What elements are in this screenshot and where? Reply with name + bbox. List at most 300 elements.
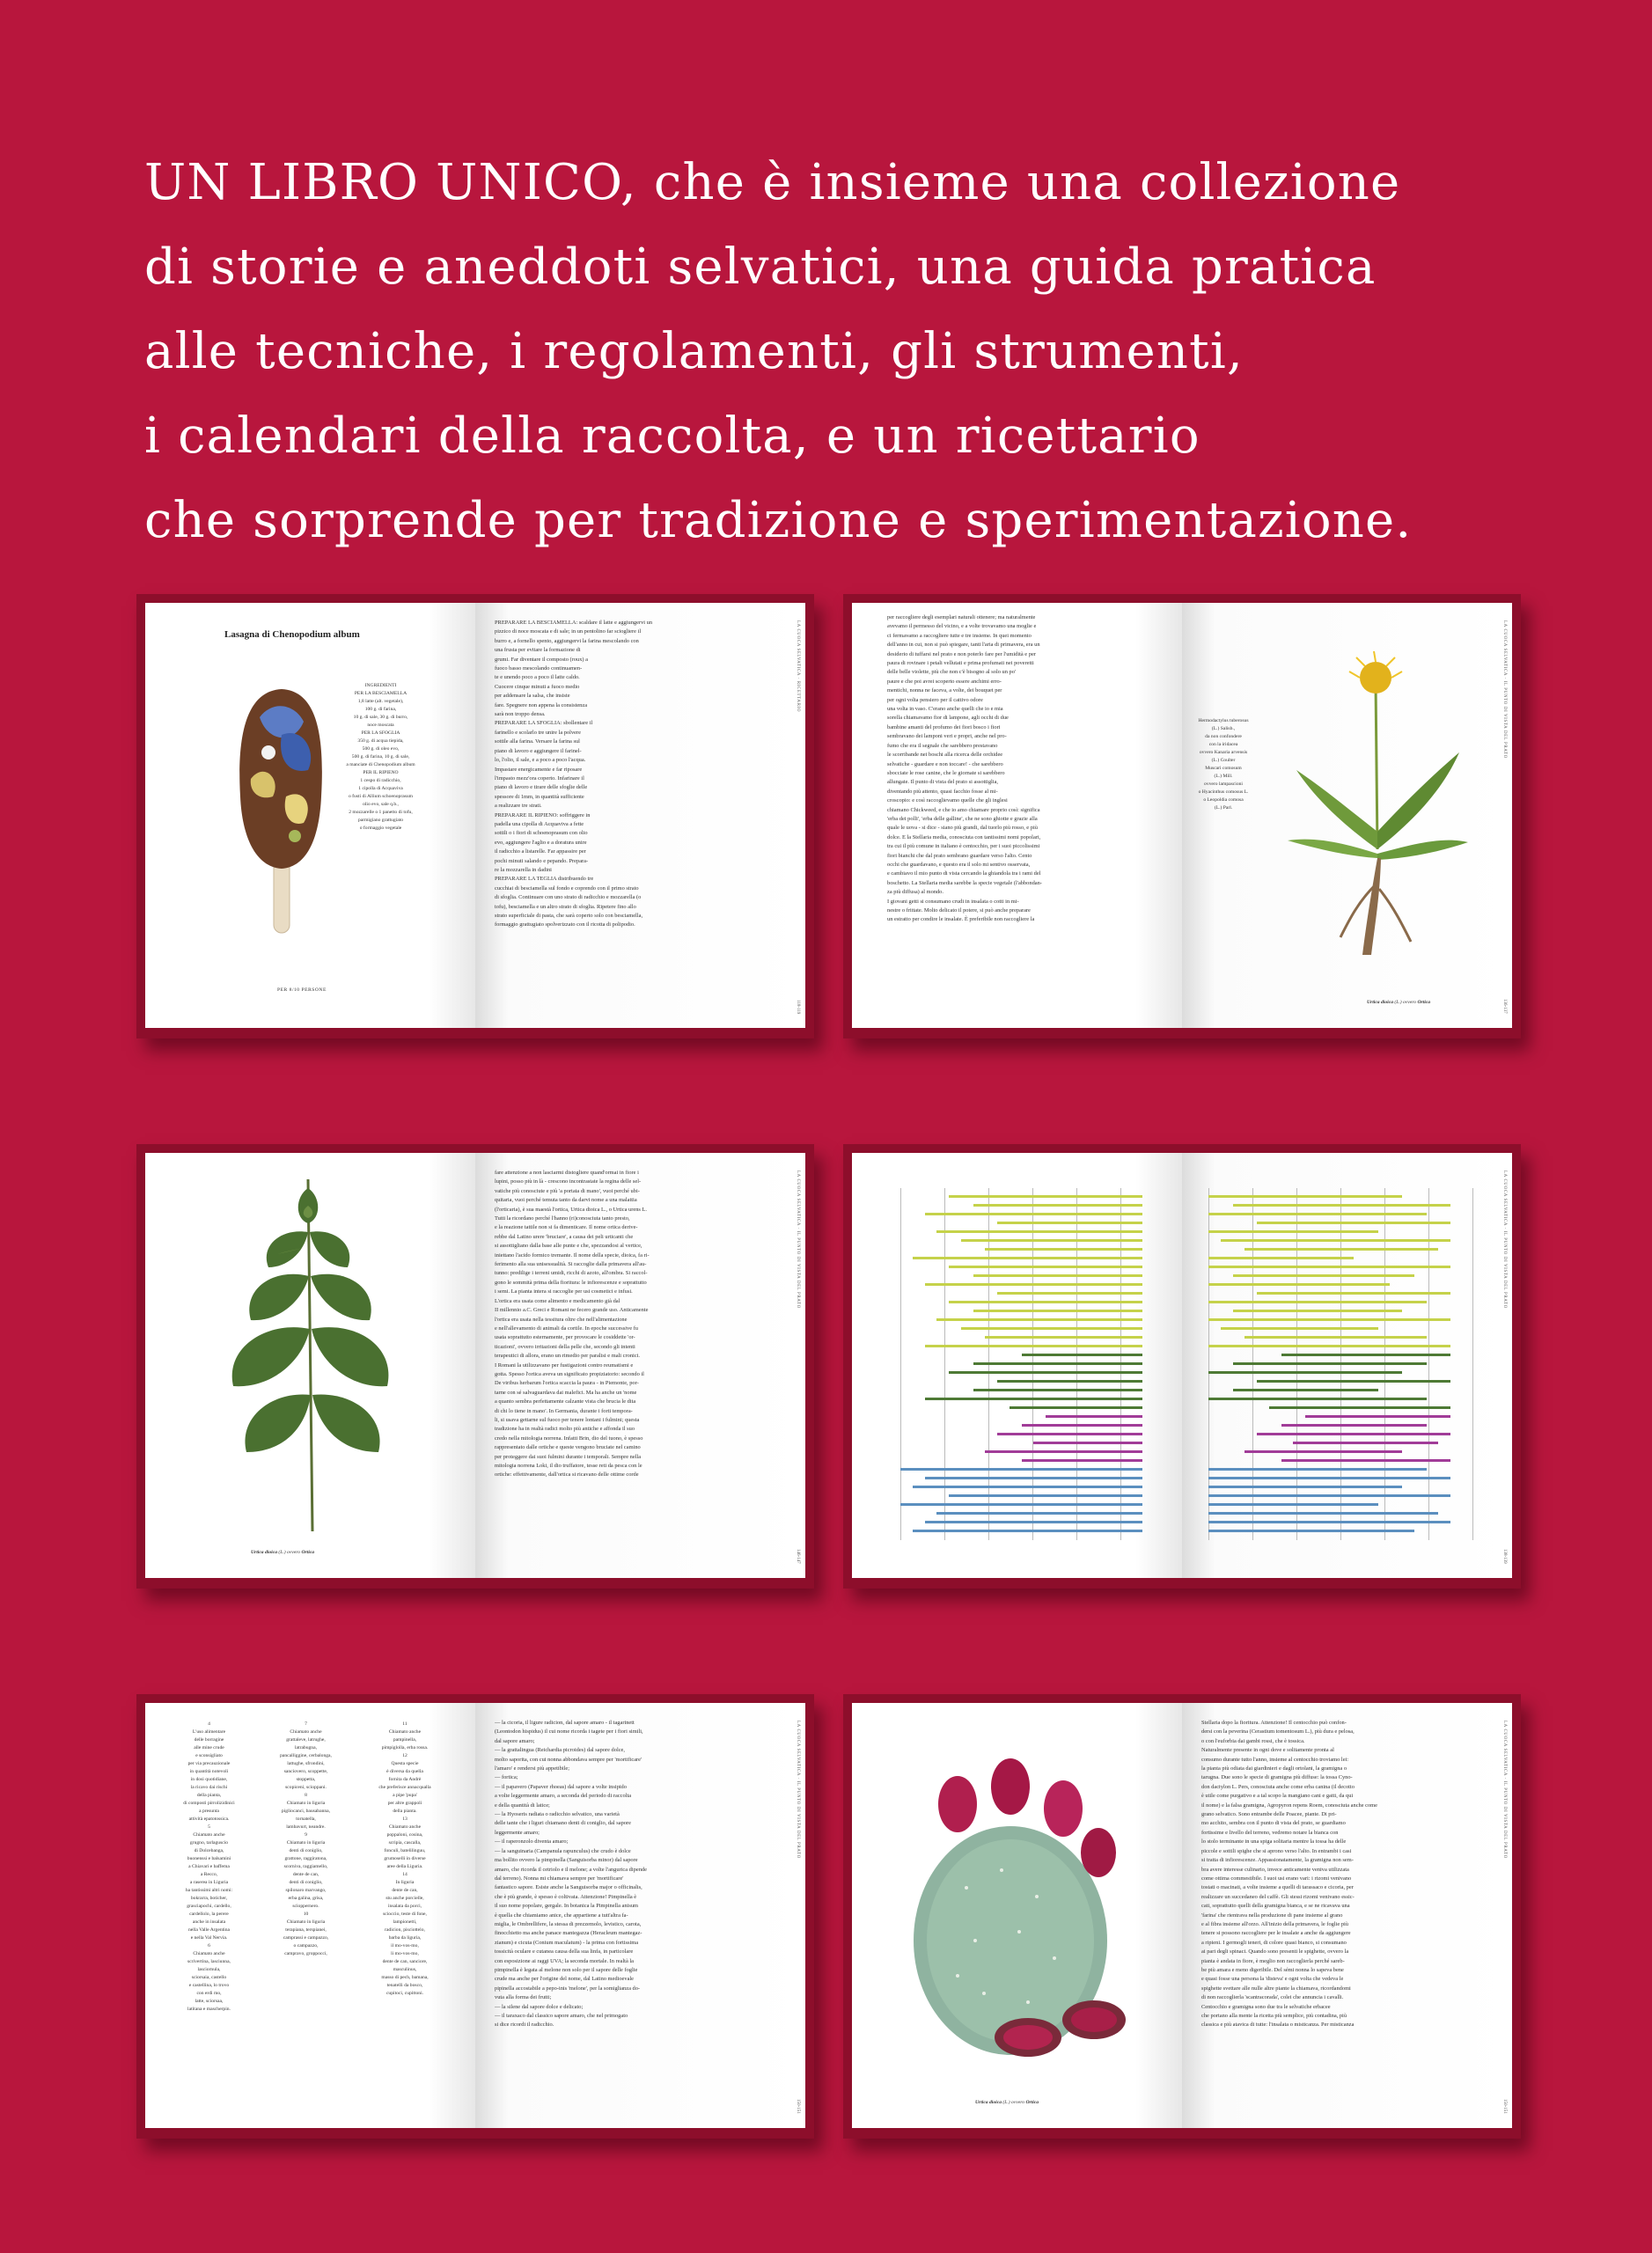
- text-line: l'ortica era usata nella tessitura oltre che nell'alimentazione: [495, 1316, 628, 1323]
- note-line: campravo, groppocci,: [284, 1951, 327, 1956]
- book-spread-prickly-pear: [843, 1694, 1521, 2139]
- text-line: con esposizione ai raggi UVA; la seconda mortale. In realtà la: [495, 1957, 634, 1964]
- note-line: scorniva, raggiamello,: [283, 1864, 328, 1869]
- ingredient-line: 350 g. di acqua tiepida,: [357, 738, 404, 744]
- calendar-bar: [1208, 1230, 1378, 1233]
- calendar-bar: [1010, 1406, 1142, 1409]
- text-line: realizzare un succedaneo del caffè. Gli stessi rizomi venivano essic-: [1201, 1893, 1355, 1900]
- calendar-bar: [973, 1310, 1143, 1312]
- note-line: o campazzo,: [293, 1943, 319, 1948]
- calendar-bar: [1046, 1415, 1142, 1418]
- note-line: masculinus,: [393, 1967, 417, 1972]
- text-line: 'farina' che rientrava nella produzione di pane insieme al grano: [1201, 1912, 1343, 1919]
- text-line: — la Hyoseris radiata o radicchio selvatico, una varietà: [495, 1811, 620, 1818]
- text-line: tarne con sé salvaguardava dai malefici. Ma ha anche un 'nome: [495, 1389, 637, 1396]
- note-line: tornatella,: [296, 1816, 316, 1822]
- text-line: rappresentato dalle ortiche e queste vengono bruciate nel camino: [495, 1444, 641, 1451]
- note-line: sciorsaia, castello: [191, 1975, 227, 1980]
- text-line: tarugna. Due sono le specie di gramigna più diffuse: la tossa Cyno-: [1201, 1774, 1353, 1781]
- text-line: si tratta di infiorescenze. Appassionatamente, la gramigna non sem-: [1201, 1857, 1354, 1864]
- text-line: zianum) e cicuta (Conium maculatum) - la prima con fortissima: [495, 1939, 639, 1946]
- text-line: dal terreno). Nonna mi chiamava sempre per 'mortificare': [495, 1875, 624, 1882]
- text-line: i semi. La pianta intera si raccoglie per usi cosmetici e infusi.: [495, 1288, 633, 1295]
- side-note-line: Hermodactylus tuberosus: [1198, 718, 1249, 723]
- text-line: tenere si possono raccogliere per le insalate a anche da aggiungere: [1201, 1930, 1351, 1937]
- running-head: LA CUOCA SELVATICA · IL PUNTO DI VISTA DEL PRATO: [1502, 1171, 1507, 1309]
- calendar-bar: [1221, 1239, 1450, 1242]
- note-line: dente de can, sanciore,: [382, 1959, 428, 1964]
- note-line: cupitoci, cupittoni.: [385, 1991, 424, 1996]
- note-line: fornita da Andrè: [388, 1777, 422, 1782]
- page-number: 150-151: [796, 2099, 800, 2114]
- text-line: re la mozzarella in dadini: [495, 866, 552, 873]
- right-page: [475, 603, 805, 1028]
- text-line: mentichi, nonna ne faceva, a volte, dei bouquet per: [887, 687, 1002, 694]
- text-line: dell'anno in cui, non si può spiegare, tanti l'aria di primavera, era un: [887, 642, 1040, 649]
- body-text: [495, 1169, 776, 1556]
- calendar-bar: [949, 1494, 1142, 1497]
- text-line: tofu), besciamella e un altro strato di sfoglia. Ripetere fino allo: [495, 903, 636, 910]
- text-line: ai pari degli spinaci. Quando sono presenti le spighette, ovvero la: [1201, 1948, 1349, 1956]
- text-line: tossicità oculare e cutanea causa della sua linfa, in particolare: [495, 1948, 634, 1956]
- calendar-bar: [925, 1398, 1143, 1400]
- side-note-line: con la iridacea: [1208, 742, 1238, 747]
- headline-line: UN LIBRO UNICO, che è insieme una collezione: [144, 154, 1401, 211]
- text-line: tra cui il più comune in italiano è centocchio, per i suoi piccolissimi: [887, 843, 1040, 850]
- text-line: pochi minuti salando e pepando. Prepara-: [495, 857, 589, 864]
- text-line: (l'orticaria), è sua maestà l'ortica, Urtica dioica L., o Urtica urens L.: [495, 1206, 647, 1213]
- text-line: fare. Spegnere non appena la consistenza: [495, 701, 588, 708]
- text-line: usata soprattutto esternamente, per provocare le cosiddette 'or-: [495, 1334, 635, 1341]
- text-line: I giovani getti si consumano crudi in insalata o cotti in mi-: [887, 898, 1019, 905]
- note-line: per via precauzionale: [187, 1761, 231, 1766]
- note-line: a presunta: [199, 1809, 219, 1814]
- calendar-bar: [1208, 1266, 1450, 1268]
- text-line: Centocchio e gramigna sono due tra le selvatiche erbacee: [1201, 2003, 1331, 2010]
- note-line: 13: [402, 1816, 407, 1822]
- text-line: quale le uova - si dice - siano più grandi, dal tuorlo più rosso, e più: [887, 825, 1038, 832]
- calendar-bar: [1208, 1257, 1354, 1259]
- note-line: camprassi e campazzo,: [283, 1935, 329, 1941]
- calendar-bar: [925, 1283, 1143, 1286]
- right-page: [475, 1153, 805, 1578]
- note-line: a pipe 'pupa': [393, 1793, 417, 1798]
- calendar-bar: [1257, 1380, 1450, 1383]
- text-line: — la sanguinaria (Campanula rapunculus) che crudo è dolce: [495, 1847, 631, 1854]
- side-note-line: (L.) Coulter: [1211, 758, 1236, 763]
- text-line: dolce. E la Stellaria media, conosciuta con tantissimi nomi popolari,: [887, 833, 1041, 840]
- note-line: 14: [402, 1872, 407, 1877]
- calendar-bar: [1033, 1442, 1142, 1444]
- text-line: ticazioni', ovvero irritazioni della pelle che, secondo gli intenti: [495, 1343, 635, 1350]
- calendar-bar: [1245, 1336, 1426, 1339]
- text-line: dersi con la peverina (Cerastium tomentosum L.), più dura e pelosa,: [1201, 1728, 1355, 1736]
- ingredient-line: 1 cipolla di Acquaviva: [358, 786, 403, 791]
- text-line: — la cicoria, il ligure radicion, dal sapore amaro - il tagarinett: [495, 1720, 635, 1726]
- right-page: [475, 1703, 805, 2128]
- note-line: e castellina, lo trovo: [188, 1983, 230, 1988]
- text-line: pianta è andata in fiore, è meglio non raccoglierla perché sareb-: [1201, 1957, 1345, 1964]
- calendar-bar: [1281, 1459, 1451, 1462]
- calendar-bar: [1233, 1362, 1427, 1365]
- calendar-bar: [1208, 1521, 1450, 1523]
- side-note-line: o Leopoldia comosa: [1203, 797, 1244, 803]
- notes-column-2: [264, 1721, 348, 1958]
- text-line: 'erba dei polli', 'erba delle galline', che ne sono ghiotte e grazie alla: [887, 815, 1038, 822]
- text-line: una volta in vaso. C'erano anche quelli che io e mia: [887, 706, 1003, 713]
- text-line: tradizione ha in realtà radici molto più antiche e affonda il suo: [495, 1426, 635, 1433]
- text-line: fiori bianchi che dal prato sembrano guardare verso l'alto. Cento: [887, 852, 1032, 859]
- note-line: con erdi mo,: [196, 1991, 222, 1996]
- calendar-bar: [997, 1222, 1142, 1224]
- headline-line: che sorprende per tradizione e sperimentazione.: [144, 492, 1413, 549]
- calendar-bar: [925, 1477, 1143, 1479]
- note-line: Chiamato anche: [193, 1832, 225, 1838]
- note-line: ha tantissimi altri nomi:: [185, 1888, 233, 1893]
- calendar-left-page: [852, 1153, 1182, 1578]
- text-line: e la reazione tattile non si fa dimenticare. Il nome ortica derive-: [495, 1224, 638, 1231]
- text-line: il nome) e la falsa gramigna, Agropyron repens Roem, conosciuta anche come: [1201, 1802, 1377, 1809]
- note-line: lattughe, sfrondini,: [287, 1761, 325, 1766]
- headline-line: alle tecniche, i regolamenti, gli strumenti,: [144, 323, 1244, 380]
- text-line: sottili o i fiori di schoenoprasum con olio: [495, 830, 588, 837]
- body-text: [887, 613, 1160, 1018]
- calendar-bar: [1022, 1354, 1143, 1356]
- text-line: croscopio: e così raccoglievamo quelle che gli inglesi: [887, 797, 1008, 804]
- note-line: Chiamato anche: [290, 1729, 322, 1735]
- text-line: ma bollito ovvero la pimpinella (Sanguisorba minor) dal sapore: [495, 1857, 638, 1864]
- note-line: latitana e mascherpin.: [187, 2007, 231, 2012]
- text-line: De viribus herbarum l'ortica scaccia la paura - in Piemonte, por-: [495, 1380, 639, 1387]
- note-line: in dosi quotidiane,: [190, 1777, 228, 1782]
- text-line: PREPARARE LA BESCIAMELLA: scaldare il latte e aggiungervi un: [495, 620, 653, 626]
- text-line: e cambiavo il mio punto di vista cercando la ghiandola tra i rami del: [887, 870, 1041, 877]
- text-line: II millennio a.C. Greci e Romani ne fecero grande uso. Anticamente: [495, 1307, 649, 1314]
- ingredient-line: noce moscata: [367, 723, 394, 728]
- text-line: — il papavero (Papaver rhoeas) dal sapore a volte insipido: [495, 1783, 627, 1790]
- side-note-line: da non confondere: [1205, 734, 1242, 739]
- note-line: li mo-vos-mo,: [391, 1951, 419, 1956]
- text-line: iniettano l'acido formico tremante. Il nome della specie, dioica, fa ri-: [495, 1251, 650, 1259]
- recipe-title: Lasagna di Chenopodium album: [224, 629, 360, 640]
- side-note-line: o Hyacinthus comosus L.: [1198, 789, 1249, 795]
- ingredients-column: [334, 682, 427, 833]
- text-line: farinello e scolarlo tre unire la polvere: [495, 729, 581, 736]
- calendar-bar: [1208, 1494, 1450, 1497]
- book-spread-notes: [136, 1694, 814, 2139]
- note-line: lampionetti,: [393, 1919, 417, 1925]
- calendar-bar: [1257, 1433, 1450, 1435]
- calendar-bar: [949, 1301, 1142, 1303]
- ingredient-line: PER LA SFOGLIA: [361, 730, 400, 736]
- running-head: LA CUOCA SELVATICA · RICETTARIO: [796, 620, 800, 713]
- text-line: paure e che poi avrei scoperto essere anchimi erro-: [887, 678, 1002, 685]
- side-notes: [1184, 717, 1263, 812]
- text-line: di non raccoglierla 'scantracorada', colei che annuncia i cavalli.: [1201, 1994, 1344, 2001]
- note-line: il mo-vos-mo,: [391, 1943, 419, 1948]
- text-line: cati, soprattutto quelli della gramigna bianca, e se ne ricavava una: [1201, 1903, 1350, 1910]
- text-line: e nell'allevamento di animali da cortile. In epoche successive fu: [495, 1325, 638, 1332]
- calendar-bar: [1245, 1248, 1438, 1251]
- ingredient-line: 500 g. di farina, 10 g. di sale,: [351, 754, 410, 760]
- note-line: scrivertina, lasciunna,: [187, 1959, 231, 1964]
- note-line: a raserea in Liguria: [189, 1880, 229, 1885]
- body-text: [1201, 1719, 1483, 2106]
- calendar-bar: [985, 1450, 1142, 1453]
- nettle-illustration: [198, 1171, 418, 1540]
- headline: [144, 141, 1570, 563]
- illustration-caption: [1367, 1000, 1430, 1005]
- headline-line: i calendari della raccolta, e un ricettario: [144, 407, 1200, 465]
- text-line: è quella che chiamiamo anice, che appartiene a tutt'altra fa-: [495, 1912, 628, 1919]
- text-line: occhi che guardavano, e questo era il solo mi sentivo osservata,: [887, 861, 1031, 868]
- note-line: dente de can,: [292, 1872, 319, 1877]
- calendar-bar: [985, 1336, 1142, 1339]
- caption-common-name: Ortica: [301, 1550, 315, 1555]
- text-line: mitologia norrena Loki, il dio truffatore, tesse reti da pesca con le: [495, 1463, 642, 1469]
- note-line: L'uso alimentare: [192, 1729, 226, 1735]
- note-line: spilonaro marvango,: [285, 1888, 327, 1893]
- calendar-bar: [936, 1230, 1142, 1233]
- running-head: LA CUOCA SELVATICA · IL PUNTO DI VISTA DEL PRATO: [1502, 620, 1507, 759]
- text-line: Tutti la ricordano perché l'hanno (ri)conosciuta tanto presto,: [495, 1215, 630, 1222]
- note-line: scioccio, teste di fone,: [383, 1912, 427, 1917]
- text-line: grano selvatico. Sono entrambe delle Poacee, piante. Di pri-: [1201, 1811, 1337, 1818]
- text-line: sarà non troppo densa.: [495, 711, 546, 718]
- ingredient-line: 100 g. di farina,: [364, 707, 397, 712]
- text-line: cucchiai di besciamella sul fondo e coprendo con il primo strato: [495, 884, 639, 892]
- caption-common-name: Ortica: [1417, 1000, 1431, 1005]
- text-line: selvatiche - guardare e non toccare! - che sarebbero: [887, 760, 1003, 767]
- calendar-bar: [1208, 1318, 1450, 1321]
- calendar-bar: [1269, 1406, 1450, 1409]
- text-line: padella una cipolla di Acquaviva a fette: [495, 820, 584, 827]
- calendar-bar: [1208, 1301, 1427, 1303]
- note-line: grugno, tarlaguscio: [189, 1840, 229, 1846]
- text-line: a realizzare tre strati.: [495, 803, 542, 810]
- note-line: pancalliggine, cerbalonga,: [280, 1753, 332, 1758]
- note-line: la ricavo dai rischi: [190, 1785, 228, 1790]
- calendar-bar: [961, 1239, 1142, 1242]
- calendar-bar: [1208, 1398, 1427, 1400]
- calendar-bar: [1208, 1468, 1427, 1471]
- calendar-bar: [1221, 1327, 1378, 1330]
- right-page: [1182, 1703, 1512, 2128]
- note-line: barba da liguria,: [388, 1935, 422, 1941]
- text-line: fuoco basso mescolando continuamen-: [495, 665, 583, 672]
- note-line: e sconsigliato: [195, 1753, 223, 1758]
- note-line: nella Valle Argentina: [187, 1927, 231, 1933]
- side-note-line: Muscari comosum: [1205, 766, 1242, 771]
- calendar-bar: [1208, 1213, 1427, 1215]
- text-line: piccole e sottili spighe che si aprono verso l'alto. In entrambi i casi: [1201, 1847, 1352, 1854]
- calendar-bar: [936, 1318, 1142, 1321]
- note-line: della pianta,: [196, 1793, 222, 1798]
- text-line: un estratto per condire le insalate. È preferibile non raccogliere la: [887, 916, 1035, 923]
- text-line: è utile come purgativo e a tal scopo la mangiano cani e gatti, da qui: [1201, 1793, 1354, 1800]
- ingredient-line: a manciate di Chenopodium album: [346, 762, 415, 767]
- text-line: per ogni volta pensiero per il cattivo odore: [887, 696, 983, 703]
- note-line: 7: [305, 1721, 307, 1727]
- note-line: è diversa da quella: [386, 1769, 423, 1774]
- calendar-right-page: [1182, 1153, 1512, 1578]
- calendar-bar: [1022, 1459, 1143, 1462]
- text-line: di sfoglia. Continuare con uno strato di radicchio e mozzarella (o: [495, 894, 642, 901]
- text-line: za più diffusa) al mondo.: [887, 889, 943, 896]
- note-line: latte, sciorsaa,: [195, 1999, 224, 2004]
- caption-text: (L.) ovvero: [1002, 2100, 1026, 2105]
- note-line: che preferisce annacqualla: [378, 1785, 431, 1790]
- text-line: paura di rovinare i petali vellutati e prima profumati nei poveretti: [887, 660, 1034, 667]
- note-line: e nella Val Nervia.: [190, 1935, 228, 1941]
- calendar-bar: [1208, 1371, 1402, 1374]
- ingredient-line: 500 g. di oleo evo,: [362, 746, 400, 752]
- text-line: diventando più attento, quasi facchio fosse al mi-: [887, 788, 998, 795]
- text-line: lo stolo terminante in una spiga solitaria mentre la tossa ha delle: [1201, 1838, 1347, 1846]
- calendar-bar: [900, 1468, 1142, 1471]
- text-line: don dactylon L. Pers, conosciuta anche come erba canina (il decotto: [1201, 1783, 1355, 1790]
- note-line: alle mine crude: [194, 1745, 224, 1750]
- caption-common-name: Ortica: [1025, 2100, 1039, 2105]
- calendar-gridline: [1472, 1188, 1473, 1540]
- ingredient-line: PER LA BESCIAMELLA: [354, 691, 407, 696]
- recipe-body-text: [495, 619, 776, 1006]
- page-number: 136-137: [1502, 999, 1507, 1014]
- note-line: lambavurt, neandre.: [286, 1824, 326, 1830]
- note-line: 11: [402, 1721, 407, 1727]
- text-line: Cuocere cinque minuti a fuoco medio: [495, 683, 580, 690]
- text-line: evo, aggiungere l'aglio e a doratura unire: [495, 839, 587, 846]
- note-line: 6: [208, 1943, 210, 1948]
- text-line: una frusta per evitare la formazione di: [495, 647, 581, 654]
- book-spread-dandelion: [843, 594, 1521, 1038]
- text-line: — fortica;: [495, 1774, 518, 1781]
- note-line: pigliocanci, bausabanna,: [281, 1809, 331, 1814]
- text-line: miglia, le Ombrellifere, la stessa di prezzemolo, levistico, carota,: [495, 1920, 642, 1927]
- text-line: pipinella accostabile a pepo-inis 'melone', per la somiglianza do-: [495, 1985, 641, 1992]
- page-number: 118-119: [796, 999, 800, 1014]
- ingredient-line: PER IL RIPIENO: [363, 770, 399, 775]
- note-line: dente de can,: [392, 1888, 418, 1893]
- headline-line: di storie e aneddoti selvatici, una guida pratica: [144, 239, 1377, 296]
- note-line: 10: [303, 1912, 309, 1917]
- ingredient-line: o formaggio vegetale: [359, 826, 402, 831]
- calendar-bar: [1305, 1415, 1450, 1418]
- text-line: e della quantità di latice;: [495, 1802, 550, 1809]
- text-line: vatiche più conosciute e più 'a portata di mano', vuoi perché ubi-: [495, 1187, 640, 1194]
- text-line: si assottigliano dalla base alle punte e che, spezzandosi al vertice,: [495, 1243, 642, 1250]
- side-note-line: (L.) Parl.: [1214, 805, 1233, 811]
- note-line: Chiamato anche: [193, 1951, 225, 1956]
- note-line: denti di coniglio,: [289, 1880, 323, 1885]
- text-line: desiderio di tuffarsi nel prato e non poterlo fare per l'umidità e per: [887, 650, 1036, 657]
- text-line: I Romani la utilizzavano per fustigazioni contro reumatismi e: [495, 1361, 634, 1369]
- calendar-bar: [1208, 1283, 1390, 1286]
- illustration-caption: [251, 1550, 314, 1555]
- note-line: grattaleve, latrughe,: [286, 1737, 326, 1743]
- text-line: amaro, che ricorda il cetriolo e il melone; a volte l'angurica dipende: [495, 1866, 647, 1873]
- text-line: pimpinella è legata al melone non solo per il sapore delle foglie: [495, 1966, 638, 1973]
- text-line: nestre o frittate. Molto delicato il potere, si può anche preparare: [887, 907, 1031, 914]
- calendar-bar: [1233, 1310, 1403, 1312]
- text-line: a quanto sembra perfettamente calzante vista che brucia le dita: [495, 1398, 636, 1405]
- text-line: le scorribande nei boschi alla ricerca delle orchidee: [887, 752, 1003, 759]
- text-line: per addensare la salsa, che insiste: [495, 693, 570, 700]
- calendar-bar: [1233, 1389, 1378, 1391]
- caption-species: Urtica dioica: [975, 2100, 1002, 2105]
- text-line: lo, l'olio, il sale, e a poco a poco l'acqua.: [495, 757, 586, 764]
- text-line: per raccogliere degli esemplari naturali ottenere; ma naturalmente: [887, 614, 1036, 620]
- note-line: masso di pech, bamana,: [381, 1975, 429, 1980]
- text-line: PREPARARE LA TEGLIA distribuendo tre: [495, 876, 594, 883]
- note-line: Chiamato in liguria: [286, 1801, 326, 1806]
- text-line: ci fermavamo a raccogliere tutte e tre insieme. In quei momento: [887, 632, 1032, 639]
- calendar-bar: [925, 1521, 1143, 1523]
- calendar-bar: [1245, 1450, 1402, 1453]
- note-line: lasciornula,: [197, 1967, 221, 1972]
- left-page: [852, 603, 1182, 1028]
- calendar-bar: [949, 1371, 1142, 1374]
- book-spread-calendar: [843, 1144, 1521, 1589]
- text-line: — il raperonzolo diventa amaro;: [495, 1838, 569, 1846]
- text-line: sembravano dei lamponi veri e propri, anche nel pro-: [887, 733, 1007, 740]
- text-line: boschetto. La Stellaria media sarebbe la specie vegetale (l'abbondan-: [887, 879, 1042, 886]
- note-line: 5: [208, 1824, 210, 1830]
- note-line: Chiamato anche: [388, 1729, 422, 1735]
- text-line: — la silene dal sapore dolce e delicato;: [495, 2003, 584, 2010]
- text-line: delle tante che i liguri chiamano denti di coniglio, dal sapore: [495, 1820, 631, 1827]
- note-line: scripia, cascalla,: [388, 1840, 422, 1846]
- side-note-line: ovvero lampascioni: [1204, 782, 1243, 787]
- text-line: come ottima commestibile. I suoi usi erano vari: i rizomi venivano: [1201, 1875, 1352, 1882]
- text-line: te e unendo poco a poco il latte caldo.: [495, 674, 580, 681]
- popsicle-illustration: [233, 682, 330, 937]
- calendar-bar: [1293, 1442, 1438, 1444]
- note-line: in quantità notevoli: [189, 1769, 229, 1774]
- text-line: crude ma anche per l'origine del nome, dal Latino medioevale: [495, 1976, 635, 1983]
- text-line: che portano alla mente la ricetta più semplice, più contadina, più: [1201, 2013, 1347, 2019]
- left-page: [852, 1703, 1182, 2128]
- calendar-bar: [925, 1345, 1143, 1347]
- note-line: 9: [305, 1832, 307, 1838]
- calendar-bar: [936, 1512, 1142, 1515]
- caption-text: (L.) ovvero: [1393, 1000, 1418, 1005]
- calendar-bar: [985, 1248, 1142, 1251]
- note-line: tenatelli da bosco,: [386, 1983, 423, 1988]
- text-line: spessore di 1mm, in quantità sufficiente: [495, 793, 584, 800]
- note-line: cardellolo, la perere: [189, 1912, 229, 1917]
- caption-species: Urtica dioica: [251, 1550, 277, 1555]
- calendar-bar: [1233, 1204, 1451, 1207]
- body-text: [495, 1719, 776, 2106]
- text-line: fortissime e livello del terreno, vedremo notare la bianca con: [1201, 1829, 1339, 1836]
- note-line: della pianta.: [393, 1809, 417, 1814]
- note-line: fonculi, batelilinguu,: [384, 1848, 426, 1853]
- page-number: 138-139: [1502, 1549, 1507, 1564]
- caption-text: (L.) ovvero: [277, 1550, 302, 1555]
- note-line: di composti pirrolizidinici: [183, 1801, 235, 1806]
- text-line: il radicchio a listarelle. Far appassire per: [495, 848, 586, 855]
- text-line: a ripieni. I germogli teneri, di colore quasi bianco, si consumano: [1201, 1939, 1347, 1946]
- running-head: LA CUOCA SELVATICA · IL PUNTO DI VISTA DEL PRATO: [796, 1721, 800, 1859]
- text-line: li, si usava gettarne sul fuoco per tenere lontani i fulmini; questa: [495, 1416, 640, 1423]
- calendar-bar: [900, 1503, 1142, 1506]
- ingredient-line: 10 g. di sale, 30 g. di burro,: [353, 715, 408, 720]
- note-line: bokrarra, boticher,: [190, 1896, 228, 1901]
- text-line: ortiche: effettivamente, dall'ortica si ricavano delle ottime corde: [495, 1471, 639, 1479]
- note-line: aree della Liguria.: [386, 1864, 423, 1869]
- text-line: la pianta più odiata dai giardinieri e dagli ortolani, la gramigna o: [1201, 1765, 1347, 1772]
